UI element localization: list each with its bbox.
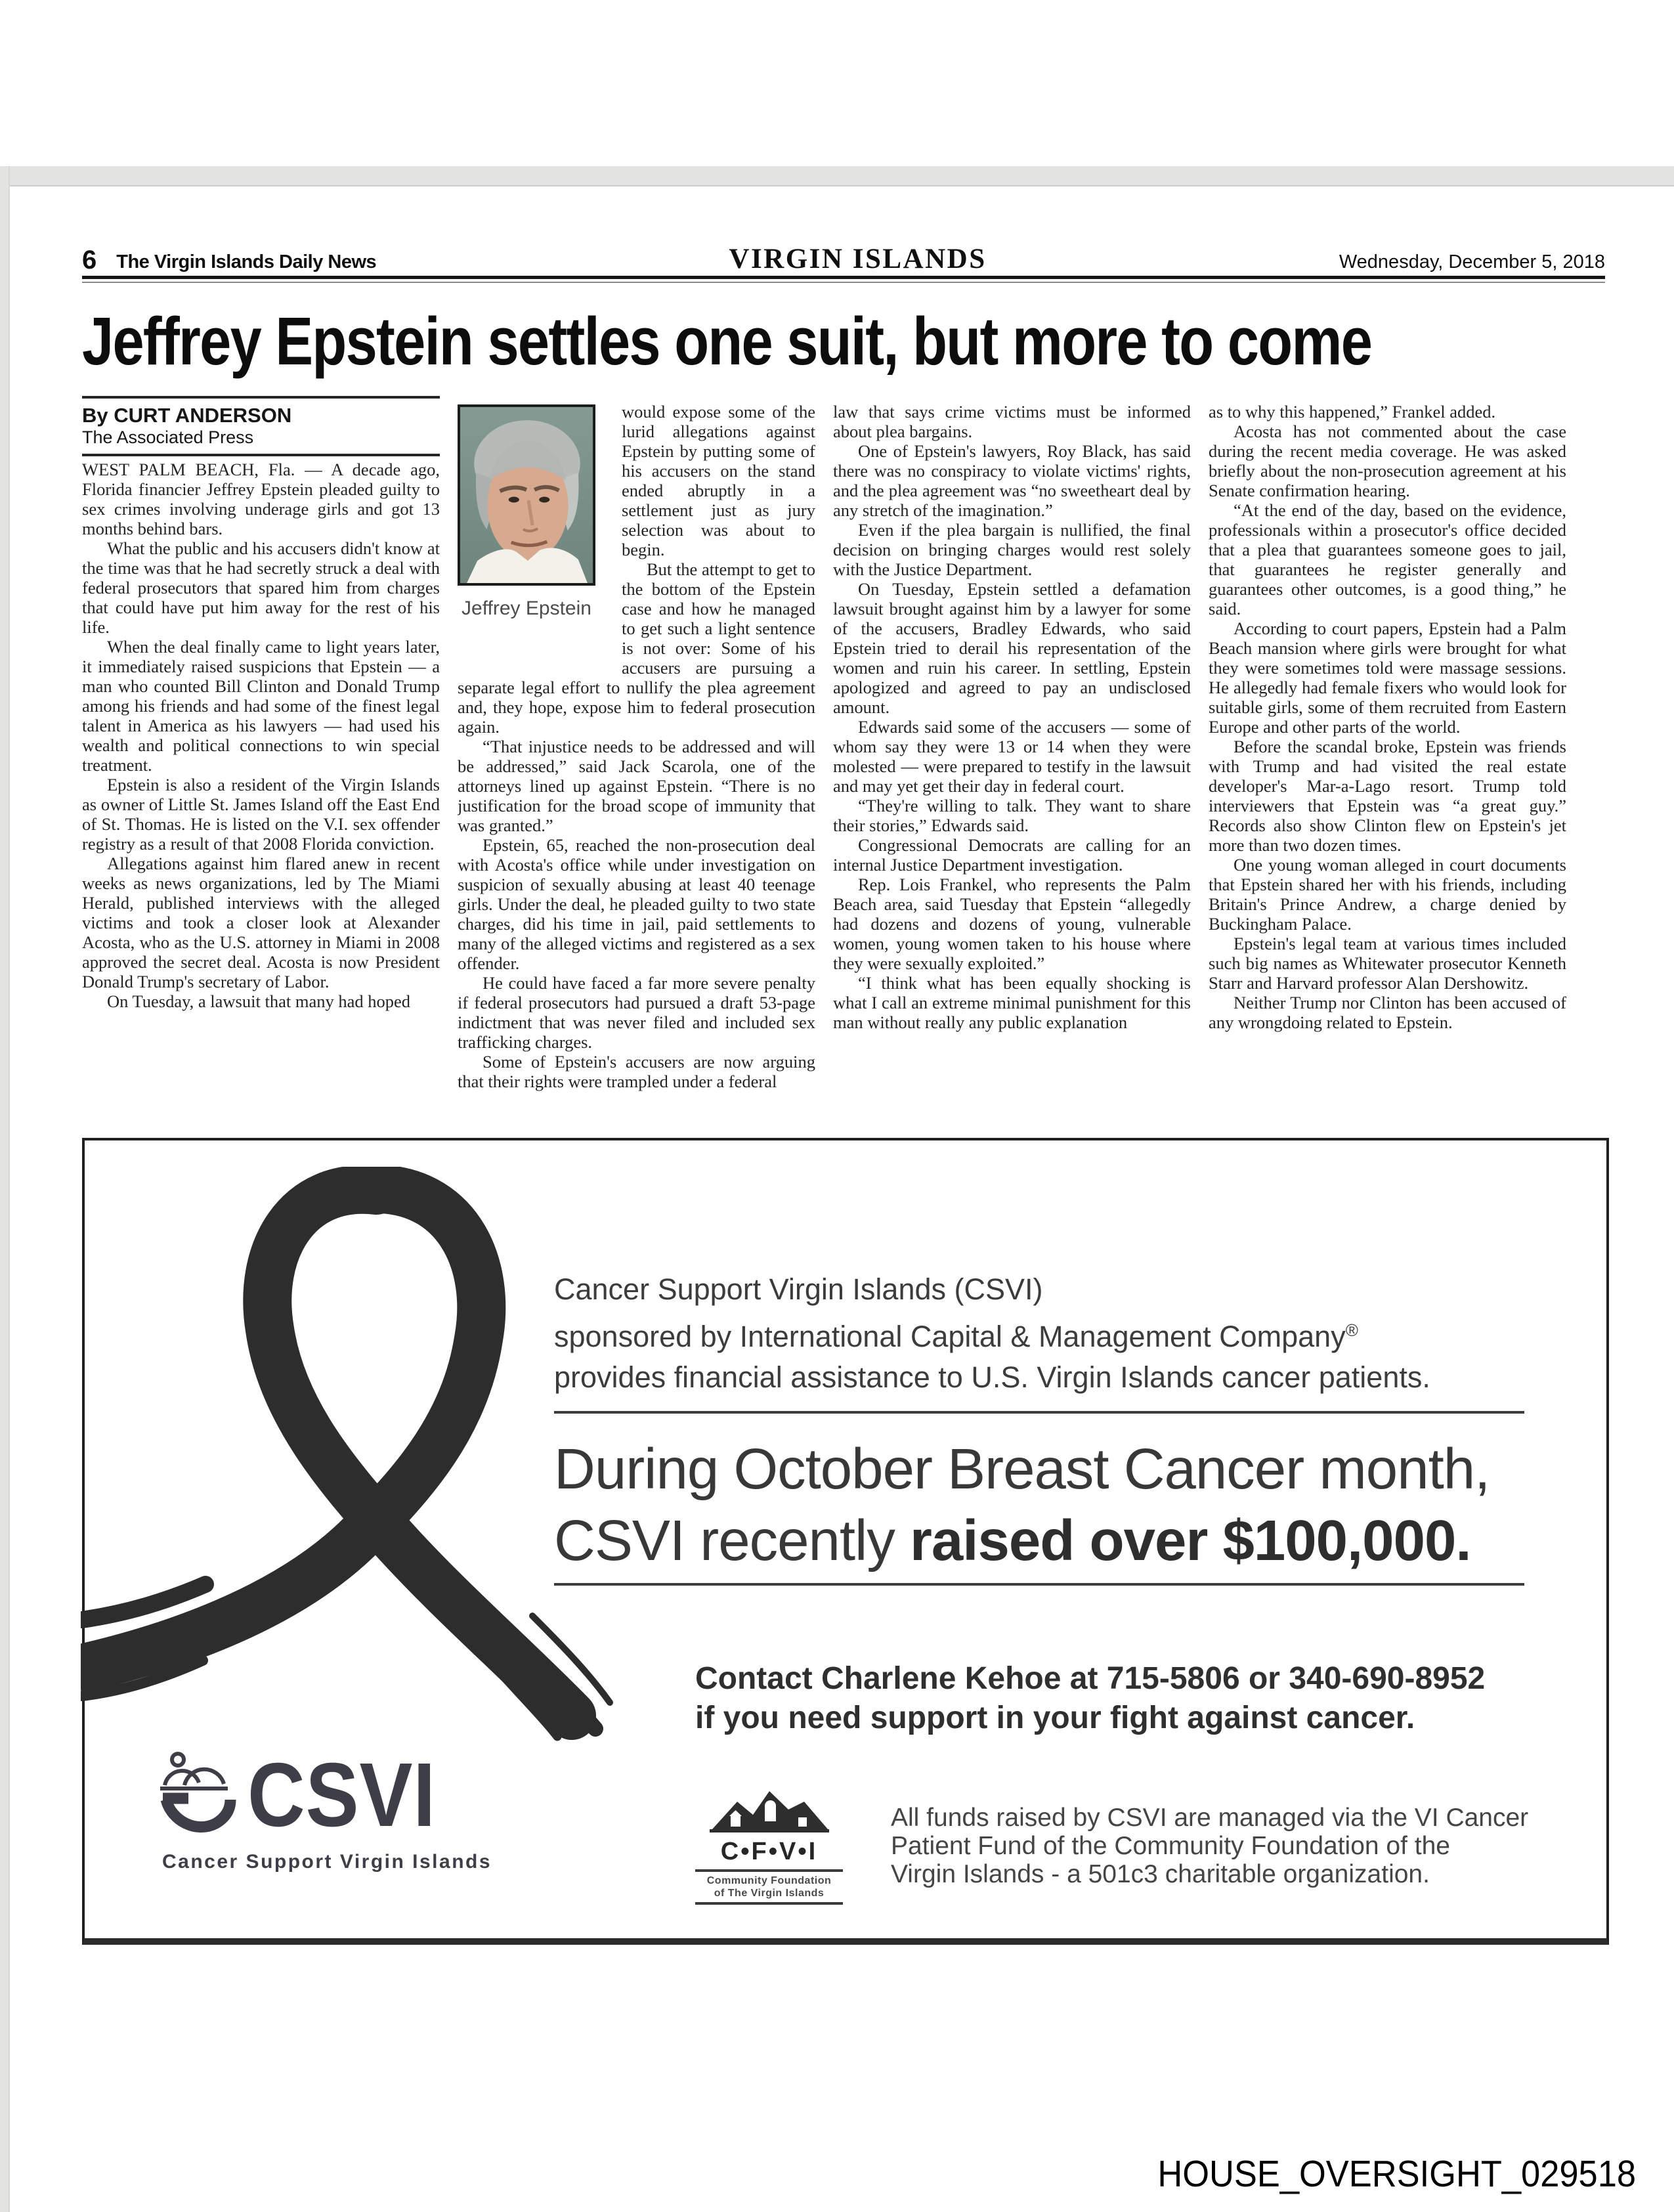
epstein-photo (458, 404, 595, 586)
cfvi-subtitle-1: Community Foundation (706, 1875, 832, 1886)
ad-funds-line3: Virgin Islands - a 501c3 charitable organization. (891, 1860, 1430, 1888)
paragraph: law that says crime victims must be informed about plea bargains. (833, 402, 1191, 441)
document-id-label: HOUSE_OVERSIGHT_029518 (1157, 2153, 1636, 2195)
csvi-icon (158, 1750, 238, 1840)
csvi-logo-text: CSVI (247, 1745, 436, 1846)
paragraph: Even if the plea bargain is nullified, the final decision on bringing charges would rest solely with the Justice Department. (833, 520, 1191, 579)
ad-headline-line2 (554, 1505, 1490, 1576)
ad-intro-text (554, 1269, 1430, 1398)
ad-intro-line2-text: sponsored by International Capital & Management Company (554, 1320, 1346, 1353)
csvi-advertisement (82, 1138, 1609, 1945)
paragraph: What the public and his accusers didn't know at the time was that he had secretly struck a deal with federal prosecutors that spared him from charges that could have put him away for the rest of his life. (82, 538, 440, 637)
cfvi-subtitle-2: of The Virgin Islands (714, 1887, 825, 1899)
paragraph: According to court papers, Epstein had a Palm Beach mansion where girls were brought for what they were sometimes told were massage sessions. He allegedly had female fixers who would look for suitable girls, some of them recruited from Eastern Europe and other parts of the world. (1209, 618, 1566, 737)
ad-contact-line1: Contact Charlene Kehoe at 715-5806 or 340-690-8952 (695, 1661, 1486, 1696)
csvi-tagline: Cancer Support Virgin Islands (162, 1851, 492, 1873)
ad-headline-line2-bold: raised over $100,000. (910, 1509, 1471, 1572)
paragraph: “I think what has been equally shocking is what I call an extreme minimal punishment for this man without really any public explanation (833, 973, 1191, 1032)
paragraph: One of Epstein's lawyers, Roy Black, has said there was no conspiracy to violate victims' rights, and the plea agreement was “no sweetheart deal by any stretch of the imagination.” (833, 441, 1191, 520)
awareness-ribbon-icon (81, 1167, 619, 1758)
paragraph: On Tuesday, Epstein settled a defamation lawsuit brought against him by a lawyer for some of the accusers, Bradley Edwards, who said Epstein tried to derail his representation of the women and ruin his career. In settling, Epstein apologized and agreed to pay an undisclosed amount. (833, 579, 1191, 717)
ad-contact-text (695, 1659, 1485, 1738)
ad-headline (554, 1433, 1490, 1576)
ad-contact-line2: if you need support in your fight against cancer. (695, 1701, 1415, 1735)
paragraph: Some of Epstein's accusers are now arguing that their rights were trampled under a federal (458, 1052, 815, 1091)
paragraph: as to why this happened,” Frankel added. (1209, 402, 1496, 422)
paragraph: He could have faced a far more severe penalty if federal prosecutors had pursued a draft 53-page indictment that was never filed and included sex trafficking charges. (458, 973, 815, 1052)
paragraph: “They're willing to talk. They want to share their stories,” Edwards said. (833, 796, 1191, 835)
cfvi-rule (695, 1869, 843, 1872)
cfvi-letters: C•F•V•I (720, 1838, 818, 1865)
paragraph: would expose some of the lurid allegations against Epstein by putting some of his accusers on the stand ended abruptly in a settlement just as jury selection was about to begin. (622, 402, 815, 559)
article-column-1 (82, 460, 440, 1126)
paragraph: Rep. Lois Frankel, who represents the Palm Beach area, said Tuesday that Epstein “allegedly had dozens and dozens of young, vulnerable women, young women taken to his house where they were sexually exploited.” (833, 875, 1191, 973)
masthead (82, 242, 1605, 273)
paragraph: But the attempt to get to the bottom of the Epstein case and how he managed to get such a light sentence is not over: Some of his accusers are pursuing a separate legal effort to nullify the plea agreement and, they hope, expose him to federal prosecution again. (458, 559, 815, 737)
ad-headline-line2-normal: CSVI recently (554, 1509, 911, 1572)
article-column-4 (1209, 402, 1566, 1126)
paragraph: Epstein, 65, reached the non-prosecution deal with Acosta's office while under investigation on suspicion of sexually abusing at least 40 teenage girls. Under the deal, he pleaded guilty to two state charges, did his time in jail, paid settlements to many of the alleged victims and registered as a sex offender. (458, 835, 815, 973)
byline-organization: The Associated Press (82, 427, 254, 447)
paragraph: Neither Trump nor Clinton has been accused of any wrongdoing related to Epstein. (1209, 993, 1566, 1032)
ad-divider-bottom (554, 1583, 1524, 1586)
photo-figure (458, 404, 610, 659)
cfvi-rule (695, 1902, 843, 1905)
ad-funds-text (891, 1804, 1528, 1888)
ad-intro-line1: Cancer Support Virgin Islands (CSVI) (554, 1272, 1043, 1306)
masthead-rule-thick (82, 276, 1605, 279)
csvi-logo (158, 1745, 461, 1846)
paragraph: Epstein is also a resident of the Virgin Islands as owner of Little St. James Island off the East End of St. Thomas. He is listed on the V.I. sex offender registry as a result of that 2008 Florida conviction. (82, 775, 440, 854)
paragraph: When the deal finally came to light years later, it immediately raised suspicions that Epstein — a man who counted Bill Clinton and Donald Trump among his friends and had some of the finest legal talent in America as his lawyers — had used his wealth and political connections to win special treatment. (82, 637, 440, 775)
scan-frame-left (0, 166, 10, 2212)
article-column-2 (458, 402, 815, 1126)
ad-intro-line3: provides financial assistance to U.S. Virgin Islands cancer patients. (554, 1360, 1430, 1394)
cfvi-logo (695, 1787, 843, 1907)
paragraph: Before the scandal broke, Epstein was friends with Trump and had visited the real estate developer's Mar-a-Lago resort. Trump told interviewers that Epstein was “a great guy.” Records also show Clinton flew on Epstein's jet more than two dozen times. (1209, 737, 1566, 855)
paragraph: “That injustice needs to be addressed and will be addressed,” said Jack Scarola, one of the attorneys lined up against Epstein. “There is no justification for the broad scope of immunity that was granted.” (458, 737, 815, 835)
paragraph: “At the end of the day, based on the evidence, professionals within a prosecutor's office decided that a plea that guarantees someone goes to jail, that guarantees he register generally and guarantees other outcomes, is a good thing,” he said. (1209, 500, 1566, 618)
paragraph: Allegations against him flared anew in recent weeks as news organizations, led by The Miami Herald, published interviews with the alleged victims and took a closer look at Alexander Acosta, who as the U.S. attorney in Miami in 2008 approved the secret deal. Acosta is now President Donald Trump's secretary of Labor. (82, 854, 440, 991)
issue-date: Wednesday, December 5, 2018 (1339, 251, 1605, 272)
photo-caption: Jeffrey Epstein (461, 597, 591, 619)
paragraph: Epstein's legal team at various times included such big names as Whitewater prosecutor Kenneth Starr and Harvard professor Alan Dershowitz. (1209, 934, 1566, 993)
cfvi-icon (707, 1787, 832, 1834)
ad-intro-line2 (554, 1310, 1430, 1357)
byline-block (82, 396, 440, 456)
section-title: VIRGIN ISLANDS (729, 244, 987, 274)
ad-headline-line1: During October Breast Cancer month, (554, 1437, 1490, 1501)
paragraph: Congressional Democrats are calling for an internal Justice Department investigation. (833, 835, 1191, 875)
masthead-rule-thin (82, 282, 1605, 283)
page-number: 6 (82, 246, 97, 274)
paragraph: Edwards said some of the accusers — some of whom say they were 13 or 14 when they were molested — were prepared to testify in the lawsuit and may yet get their day in federal court. (833, 717, 1191, 796)
paragraph: One young woman alleged in court documents that Epstein shared her with his friends, including Britain's Prince Andrew, a charge denied by Buckingham Palace. (1209, 855, 1566, 934)
article-column-3 (833, 402, 1191, 1126)
scan-frame-top (0, 166, 1674, 186)
article-headline: Jeffrey Epstein settles one suit, but more to come (82, 303, 1372, 379)
paper-name: The Virgin Islands Daily News (116, 251, 377, 273)
ad-divider-top (554, 1411, 1524, 1414)
paragraph: Acosta has not commented about the case during the recent media coverage. He was asked briefly about the non-prosecution agreement at his Senate confirmation hearing. (1209, 422, 1566, 500)
paragraph: WEST PALM BEACH, Fla. — A decade ago, Florida financier Jeffrey Epstein pleaded guilty to sex crimes involving underage girls and got 13 months behind bars. (82, 460, 440, 538)
masthead-left (82, 247, 376, 273)
ad-funds-line2: Patient Fund of the Community Foundation of the (891, 1832, 1451, 1860)
paragraph: On Tuesday, a lawsuit that many had hoped (107, 991, 410, 1011)
byline: By CURT ANDERSON (82, 404, 292, 427)
ad-funds-line1: All funds raised by CSVI are managed via the VI Cancer (891, 1804, 1529, 1832)
registered-mark: ® (1345, 1320, 1358, 1340)
